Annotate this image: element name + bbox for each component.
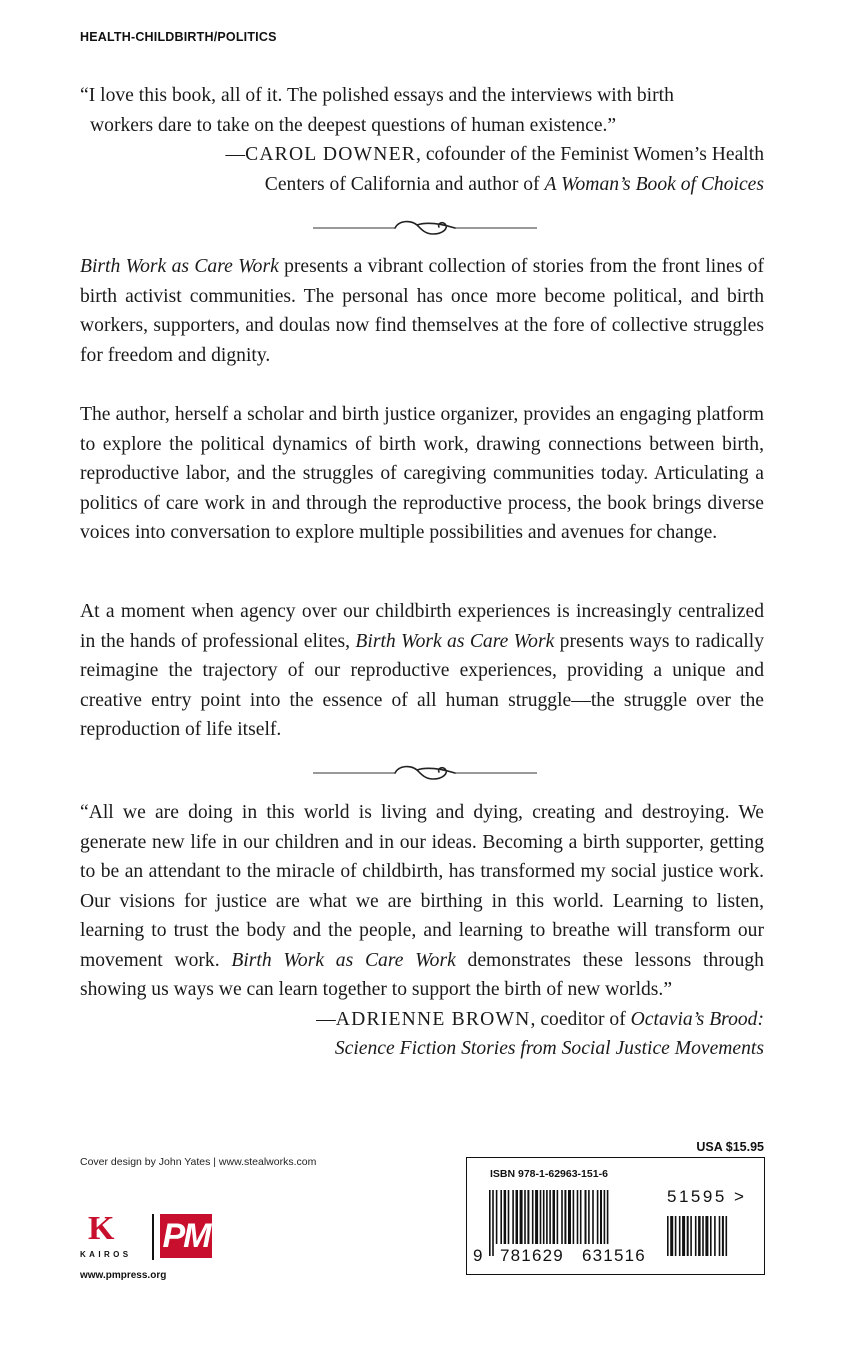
publisher-url: www.pmpress.org [80, 1270, 167, 1281]
kairos-wordmark: KAIROS [80, 1250, 132, 1259]
isbn-number: ISBN 978-1-62963-151-6 [490, 1168, 608, 1180]
logo-divider [152, 1214, 154, 1260]
swash-ornament-icon [313, 762, 537, 784]
barcode-bar [695, 1216, 697, 1256]
barcode-bar [549, 1190, 551, 1244]
quote-text: “All we are doing in this world is living and dying, creating and destroying. We generate new life in our children and in our ideas. Becoming a birth supporter, getting to be an attendant to the miracle of childbirth, has transformed my social justice work. Our visions for justice are what we are birthing in this world. Learning to listen, learning to trust the body and the people, and learning to breathe will transform our movement work. [80, 802, 764, 971]
barcode-bar [705, 1216, 708, 1256]
attrib-dash: — [316, 1008, 336, 1030]
price-code [667, 1187, 746, 1207]
barcode-bar [592, 1190, 594, 1244]
quote1-line-1: “I love this book, all of it. The polished essays and the interviews with birth [80, 85, 674, 106]
paragraph-text: presents a vibrant collection of stories from the front lines of birth activist communities. The personal has once more become political, and birth workers, supporters, and doulas now find themselves at the fore of collective struggles for freedom and dignity. [80, 256, 764, 366]
book-title: Birth Work as Care Work [80, 256, 279, 277]
ean-right-digits: 631516 [582, 1246, 646, 1265]
barcode-bar [540, 1190, 542, 1244]
quote2-attribution [80, 1005, 764, 1064]
paragraph-text: At a moment when agency over our childbirth experiences is increasingly centralized in the hands of professional elites, [80, 601, 764, 652]
barcode-bar [532, 1190, 534, 1244]
chevron-right-icon: > [734, 1187, 747, 1206]
barcode-bar [690, 1216, 692, 1256]
barcode-bar [607, 1190, 609, 1244]
barcode-bar [520, 1190, 523, 1244]
barcode-bar [546, 1190, 548, 1244]
price-code-digits: 51595 [667, 1187, 727, 1206]
barcode-bar [535, 1190, 538, 1244]
barcode-bar [496, 1190, 498, 1244]
barcode-bar [726, 1216, 728, 1256]
barcode-bar [508, 1190, 510, 1244]
barcode-bar [682, 1216, 685, 1256]
endorsement-quote-2 [80, 798, 764, 1064]
barcode-bar [719, 1216, 721, 1256]
barcode-bar [564, 1190, 566, 1244]
book-subtitle: Science Fiction Stories from Social Justice Movements [334, 1038, 764, 1059]
barcode-bar [698, 1216, 701, 1256]
price-label: USA $15.95 [696, 1140, 764, 1154]
pm-press-logo-icon: PM [160, 1214, 212, 1258]
blurb-paragraph-2: The author, herself a scholar and birth justice organizer, provides an engaging platform to explore the political dynamics of birth work, drawing connections between birth, reproductive labor, and the struggles of caregiving communities today. Articulating a politics of care work in and through the reproductive process, the book brings diverse voices into conversation to explore multiple possibilities and avenues for change. [80, 404, 764, 543]
isbn-barcode [466, 1157, 765, 1275]
barcode-bar [670, 1216, 673, 1256]
attrib-desc: , cofounder of the Feminist Women’s Health [416, 144, 764, 165]
category-label: HEALTH-CHILDBIRTH/POLITICS [80, 30, 277, 44]
quote1-attribution [80, 140, 764, 199]
attrib-name: ADRIENNE BROWN [335, 1008, 531, 1030]
barcode-bar [702, 1216, 704, 1256]
barcode-bar [500, 1190, 502, 1244]
ean-left-digits: 781629 [500, 1246, 564, 1265]
barcode-addon-bars-icon [667, 1216, 733, 1256]
ean-first-digit: 9 [473, 1246, 483, 1265]
barcode-bar [557, 1190, 559, 1244]
barcode-bar [580, 1190, 582, 1244]
book-title: Birth Work as Care Work [355, 630, 555, 652]
attrib-desc-2: Centers of California and author of [264, 173, 545, 195]
barcode-bar [667, 1216, 669, 1256]
barcode-bar [524, 1190, 526, 1244]
barcode-bar [543, 1190, 545, 1244]
endorsement-quote-1 [80, 81, 764, 199]
attrib-desc: , coeditor of [530, 1008, 631, 1030]
barcode-bar [489, 1190, 491, 1256]
book-title: Birth Work as Care Work [231, 949, 456, 971]
quote2-text [80, 798, 764, 1005]
publisher-logos [80, 1212, 240, 1282]
barcode-bar [710, 1216, 712, 1256]
quote1-line-2: workers dare to take on the deepest questions of human existence.” [90, 114, 617, 136]
barcode-bar [600, 1190, 602, 1244]
barcode-bar [516, 1190, 519, 1244]
barcode-bar [527, 1190, 529, 1244]
barcode-bar [687, 1216, 689, 1256]
cover-design-credit: Cover design by John Yates | www.stealworks.com [80, 1156, 317, 1168]
barcode-bar [588, 1190, 590, 1244]
barcode-bar [573, 1190, 575, 1244]
barcode-bar [722, 1216, 724, 1256]
barcode-bar [512, 1190, 514, 1244]
barcode-bar [585, 1190, 587, 1244]
blurb-paragraph-3 [80, 597, 764, 745]
barcode-bar [604, 1190, 606, 1244]
barcode-bar [577, 1190, 579, 1244]
attrib-name: CAROL DOWNER [245, 144, 417, 165]
swash-ornament-icon [313, 217, 537, 239]
attrib-dash: — [225, 144, 246, 165]
paragraph-text: presents ways to radically reimagine the trajectory of our reproductive experiences, providing a unique and creative entry point into the essence of all human struggle—the struggle over the reproduction of life itself. [80, 630, 764, 740]
kairos-logo-icon: K [88, 1210, 115, 1247]
barcode-bar [675, 1216, 677, 1256]
quote-text: demonstrates these lessons through showing us ways we can learn together to support the birth of new worlds.” [80, 949, 764, 1000]
barcode-bar [679, 1216, 681, 1256]
barcode-bar [714, 1216, 716, 1256]
barcode-bar [597, 1190, 599, 1244]
blurb-paragraph-1 [80, 252, 764, 370]
barcode-bar [568, 1190, 571, 1244]
book-title: Octavia’s Brood: [630, 1008, 764, 1030]
barcode-bar [504, 1190, 507, 1244]
barcode-bar [553, 1190, 556, 1244]
barcode-bar [492, 1190, 494, 1256]
barcode-bar [561, 1190, 563, 1244]
book-title: A Woman’s Book of Choices [544, 173, 764, 195]
